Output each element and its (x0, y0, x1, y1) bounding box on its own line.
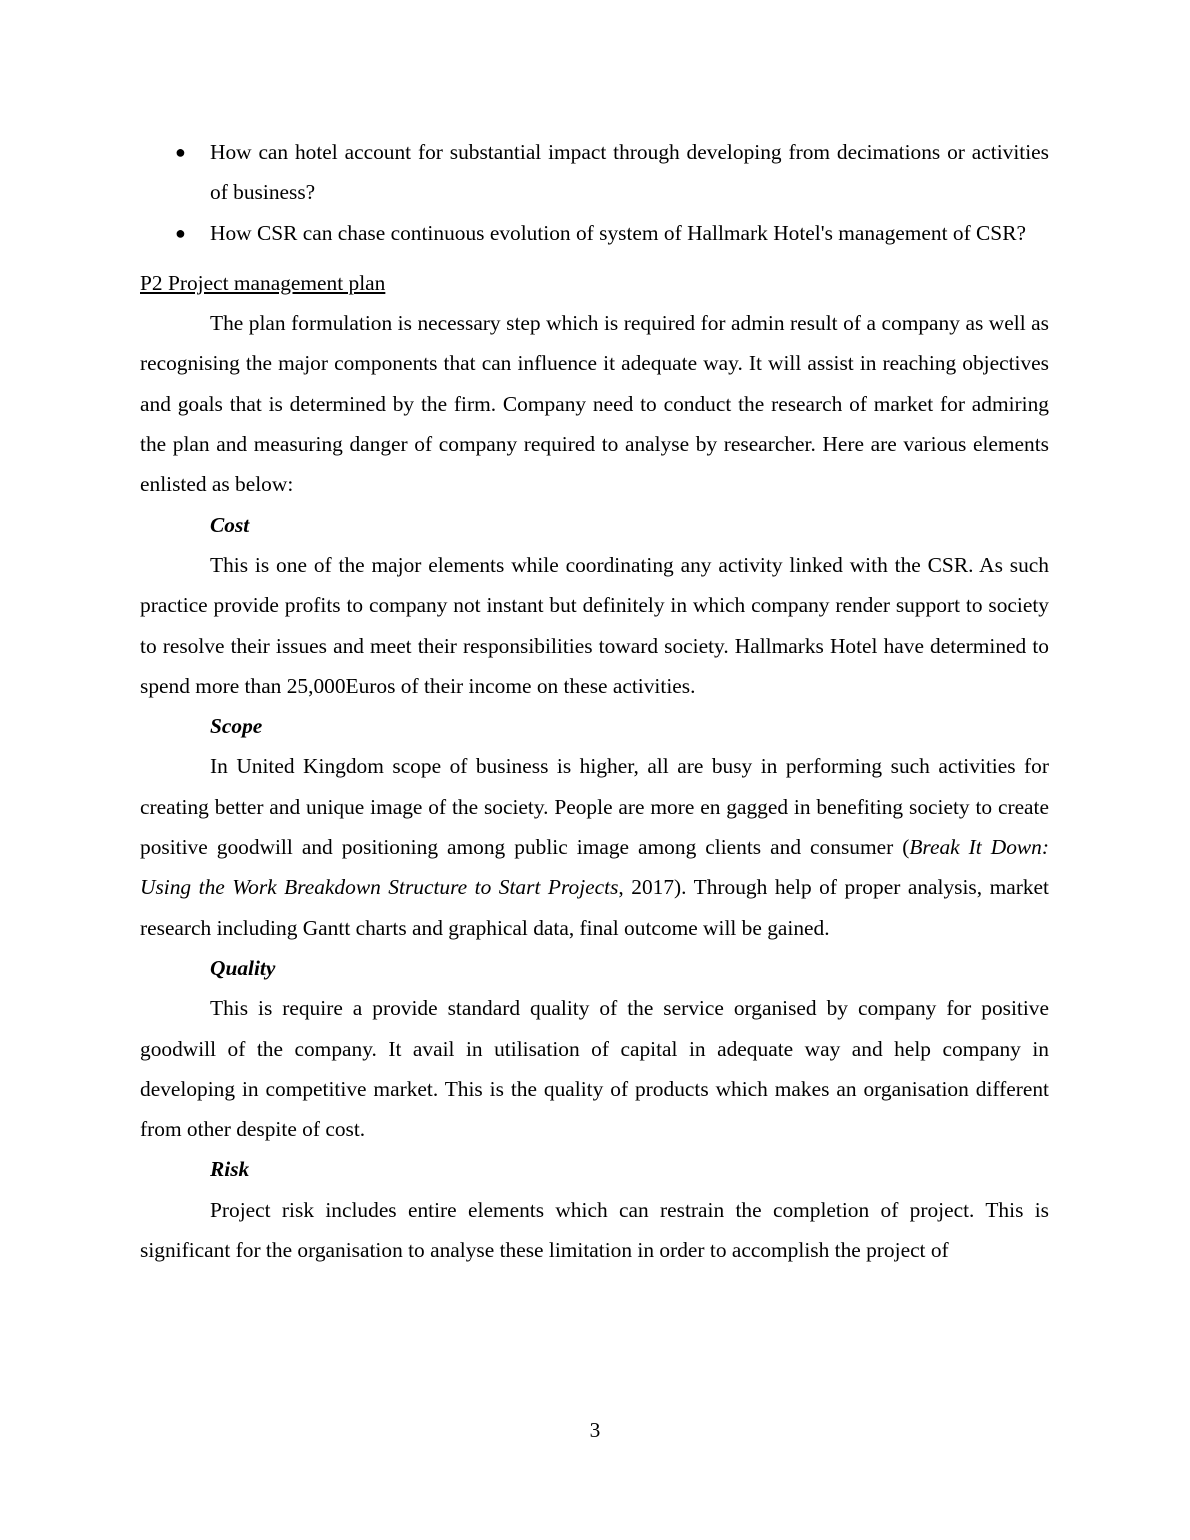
cost-heading: Cost (210, 512, 250, 537)
risk-heading: Risk (210, 1157, 250, 1182)
question-list (140, 132, 1049, 253)
list-item-text: How can hotel account for substantial impact through developing from decimations or activities of business? (210, 140, 1049, 205)
list-item (140, 213, 1049, 253)
intro-paragraph: The plan formulation is necessary step which is required for admin result of a company as well as recognising the major components that can influence it adequate way. It will assist in reaching objectives and goals that is determined by the firm. Company need to conduct the research of market for admiring the plan and measuring danger of company required to analyse by researcher. Here are various elements enlisted as below: (140, 311, 1049, 497)
list-item-text: How CSR can chase continuous evolution of system of Hallmark Hotel's management of CSR? (210, 220, 1026, 245)
quality-paragraph: This is require a provide standard quality of the service organised by company for positive goodwill of the company. It avail in utilisation of capital in adequate way and help company in developing in competitive market. This is the quality of products which makes an organisation different from other despite of cost. (140, 996, 1049, 1142)
list-item (140, 132, 1049, 213)
scope-citation: Break It Down: Using the Work Breakdown Structure to Start Projects (140, 835, 1049, 900)
scope-text-after: , 2017). Through help of proper analysis, market research including Gantt charts and graphical data, final outcome will be gained. (140, 875, 1049, 940)
cost-paragraph: This is one of the major elements while coordinating any activity linked with the CSR. As such practice provide profits to company not instant but definitely in which company render support to society to resolve their issues and meet their responsibilities toward society. Hallmarks Hotel have determined to spend more than 25,000Euros of their income on these activities. (140, 552, 1049, 698)
quality-heading: Quality (210, 955, 276, 980)
document-page (140, 132, 1049, 1270)
section-heading: P2 Project management plan (140, 270, 386, 295)
page-number: 3 (589, 1418, 601, 1442)
bullet-icon: ● (175, 142, 186, 162)
bullet-icon: ● (175, 222, 186, 243)
scope-heading: Scope (210, 714, 263, 739)
scope-paragraph (140, 746, 1049, 947)
risk-paragraph: Project risk includes entire elements which can restrain the completion of project. This is significant for the organisation to analyse these limitation in order to accomplish the project of (140, 1197, 1049, 1263)
scope-text-before: In United Kingdom scope of business is higher, all are busy in performing such activities for creating better and unique image of the society. People are more en gagged in benefiting society to create positive goodwill and positioning among public image among clients and consumer ( (140, 754, 1049, 860)
